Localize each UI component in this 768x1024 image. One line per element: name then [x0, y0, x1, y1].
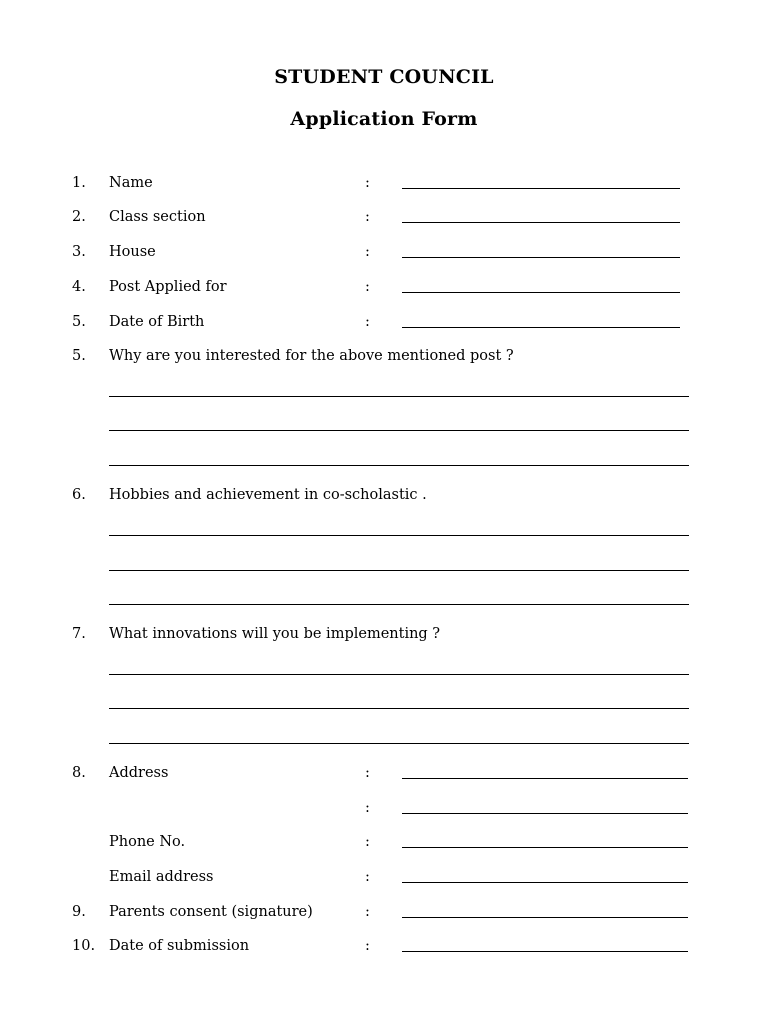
post-applied-field[interactable] [402, 292, 680, 293]
email-field[interactable] [402, 882, 688, 883]
interest-answer-line-1[interactable] [109, 396, 689, 397]
field-number: 9. [72, 904, 86, 920]
house-field[interactable] [402, 257, 680, 258]
name-label: Name [109, 175, 153, 191]
interest-question-label: Why are you interested for the above mentioned post ? [109, 348, 514, 364]
email-label: Email address [109, 869, 214, 885]
hobbies-answer-line-3[interactable] [109, 604, 689, 605]
date-of-submission-field[interactable] [402, 951, 688, 952]
address-field-line-1[interactable] [402, 778, 688, 779]
colon: : [365, 938, 370, 954]
form-title: STUDENT COUNCIL [274, 66, 494, 88]
hobbies-answer-line-2[interactable] [109, 570, 689, 571]
colon: : [365, 869, 370, 885]
field-number: 5. [72, 314, 86, 330]
innovations-answer-line-1[interactable] [109, 674, 689, 675]
colon: : [365, 209, 370, 225]
class-section-field[interactable] [402, 222, 680, 223]
colon: : [365, 279, 370, 295]
colon: : [365, 765, 370, 781]
hobbies-question-label: Hobbies and achievement in co-scholastic . [109, 487, 427, 503]
interest-answer-line-2[interactable] [109, 430, 689, 431]
field-number: 8. [72, 765, 86, 781]
question-number: 6. [72, 487, 86, 503]
field-number: 4. [72, 279, 86, 295]
innovations-question-label: What innovations will you be implementing ? [109, 626, 441, 642]
date-of-birth-field[interactable] [402, 327, 680, 328]
address-label: Address [109, 765, 169, 781]
hobbies-answer-line-1[interactable] [109, 535, 689, 536]
field-number: 1. [72, 175, 86, 191]
form-subtitle: Application Form [290, 108, 478, 130]
class-section-label: Class section [109, 209, 206, 225]
parents-consent-label: Parents consent (signature) [109, 904, 313, 920]
field-number: 10. [72, 938, 96, 954]
date-of-submission-label: Date of submission [109, 938, 250, 954]
interest-answer-line-3[interactable] [109, 465, 689, 466]
post-applied-label: Post Applied for [109, 279, 227, 295]
colon: : [365, 314, 370, 330]
innovations-answer-line-2[interactable] [109, 708, 689, 709]
name-field[interactable] [402, 188, 680, 189]
house-label: House [109, 244, 156, 260]
field-number: 2. [72, 209, 86, 225]
date-of-birth-label: Date of Birth [109, 314, 205, 330]
question-number: 5. [72, 348, 86, 364]
colon: : [365, 834, 370, 850]
address-field-line-2[interactable] [402, 813, 688, 814]
phone-field[interactable] [402, 847, 688, 848]
phone-label: Phone No. [109, 834, 186, 850]
colon: : [365, 244, 370, 260]
field-number: 3. [72, 244, 86, 260]
question-number: 7. [72, 626, 86, 642]
colon: : [365, 800, 370, 816]
colon: : [365, 904, 370, 920]
parents-consent-field[interactable] [402, 917, 688, 918]
innovations-answer-line-3[interactable] [109, 743, 689, 744]
colon: : [365, 175, 370, 191]
